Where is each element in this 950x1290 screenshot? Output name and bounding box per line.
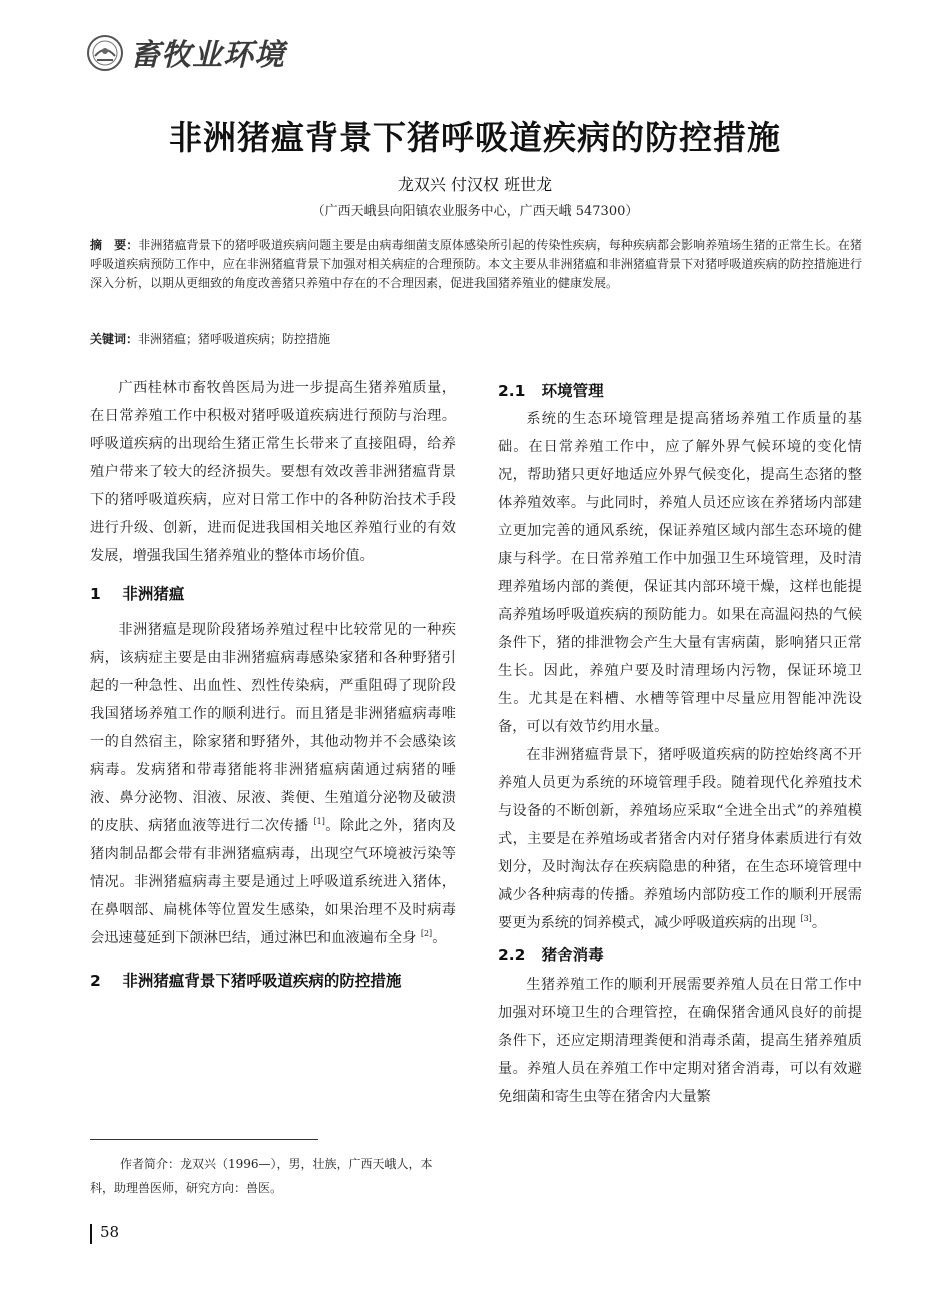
author-affiliation: （广西天峨县向阳镇农业服务中心，广西天峨 547300） [311,204,639,219]
footnote-divider [90,1139,318,1140]
keywords-label: 关键词： [90,332,139,346]
section-2-1-paragraph-2 [498,741,862,937]
left-column [90,374,456,1000]
abstract [90,236,862,293]
author-footnote: 作者简介：龙双兴（1996—），男，壮族，广西天峨人，本科，助理兽医师，研究方向：兽医。 [90,1157,433,1195]
section-2-1-heading [498,377,862,405]
section-2-number: 2 [90,972,101,990]
citation-3: [3] [800,914,812,923]
abstract-text: 非洲猪瘟背景下的猪呼吸道疾病问题主要是由病毒细菌支原体感染所引起的传染性疾病，每种疾病都会影响养殖场生猪的正常生长。在猪呼吸道疾病预防工作中，应在非洲猪瘟背景下加强对相关病症的合理预防。本文主要从非洲猪瘟和非洲猪瘟背景下对猪呼吸道疾病的防控措施进行深入分析，以期从更细致的角度改善猪只养殖中存在的不合理因素，促进我国猪养殖业的健康发展。 [90,238,862,290]
citation-2: [2] [420,929,433,938]
section-1-text-b: 。除此之外，猪肉及猪肉制品都会带有非洲猪瘟病毒，出现空气环境被污染等情况。非洲猪瘟病毒主要是通过上呼吸道系统进入猪体，在鼻咽部、扁桃体等位置发生感染，如果治理不及时病毒会迅速蔓延到下颌淋巴结，通过淋巴和血液遍布全身 [90,818,456,946]
page-number: 58 [100,1223,120,1241]
section-1-text-a: 非洲猪瘟是现阶段猪场养殖过程中比较常见的一种疾病，该病症主要是由非洲猪瘟病毒感染家猪和各种野猪引起的一种急性、出血性、烈性传染病，严重阻碍了现阶段我国猪场养殖工作的顺利进行。而且猪是非洲猪瘟病毒唯一的自然宿主，除家猪和野猪外，其他动物并不会感染该病毒。发病猪和带毒猪能将非洲猪瘟病菌通过病猪的唾液、鼻分泌物、泪液、尿液、粪便、生殖道分泌物及破溃的皮肤、病猪血液等进行二次传播 [90,622,456,834]
section-2-2-title: 猪舍消毒 [541,946,604,964]
abstract-label: 摘 要： [90,238,139,252]
section-2-2-heading [498,941,862,969]
section-2-1-text-end: 。 [811,915,827,931]
article-authors: 龙双兴 付汉权 班世龙 [397,175,553,194]
page-number-bar [90,1224,92,1244]
section-1-text-end: 。 [432,930,447,946]
section-2-2-paragraph: 生猪养殖工作的顺利开展需要养殖人员在日常工作中加强对环境卫生的合理管控，在确保猪舍通风良好的前提条件下，还应定期清理粪便和消毒杀菌，提高生猪养殖质量。养殖人员在养殖工作中定期对猪舍消毒，可以有效避免细菌和寄生虫等在猪舍内大量繁 [498,977,862,1105]
right-column [498,377,862,1111]
journal-name: 畜牧业环境 [130,38,285,73]
intro-paragraph: 广西桂林市畜牧兽医局为进一步提高生猪养殖质量，在日常养殖工作中积极对猪呼吸道疾病进行预防与治理。呼吸道疾病的出现给生猪正常生长带来了直接阻碍，给养殖户带来了较大的经济损失。要想有效改善非洲猪瘟背景下的猪呼吸道疾病，应对日常工作中的各种防治技术手段进行升级、创新，进而促进我国相关地区养殖行业的有效发展，增强我国生猪养殖业的整体市场价值。 [90,380,456,564]
section-2-1-paragraph-1: 系统的生态环境管理是提高猪场养殖工作质量的基础。在日常养殖工作中，应了解外界气候环境的变化情况，帮助猪只更好地适应外界气候变化，提高生态猪的整体养殖效率。与此同时，养殖人员还应该在养猪场内部建立更加完善的通风系统，保证养殖区域内部生态环境的健康与科学。在日常养殖工作中加强卫生环境管理，及时清理养殖场内部的粪便，保证其内部环境干燥，这样也能提高养殖场呼吸道疾病的预防能力。如果在高温闷热的气候条件下，猪的排泄物会产生大量有害病菌，影响猪只正常生长。因此，养殖户要及时清理场内污物，保证环境卫生。尤其是在料槽、水槽等管理中尽量应用智能冲洗设备，可以有效节约用水量。 [498,411,862,735]
section-2-2-number: 2.2 [498,946,526,964]
section-2-1-text: 在非洲猪瘟背景下，猪呼吸道疾病的防控始终离不开养殖人员更为系统的环境管理手段。随着现代化养殖技术与设备的不断创新，养殖场应采取“全进全出式”的养殖模式，主要是在养殖场或者猪舍内对仔猪身体素质进行有效划分，及时淘汰存在疾病隐患的种猪，在生态环境管理中减少各种病毒的传播。养殖场内部防疫工作的顺利开展需要更为系统的饲养模式，减少呼吸道疾病的出现 [498,747,862,931]
section-2-1-title: 环境管理 [541,382,604,400]
section-1-paragraph [90,616,456,952]
section-1-title: 非洲猪瘟 [122,585,185,603]
section-2-title: 非洲猪瘟背景下猪呼吸道疾病的防控措施 [122,972,402,990]
section-2-1-number: 2.1 [498,382,526,400]
keywords [90,330,862,349]
section-1-heading [90,580,456,608]
section-1-number: 1 [90,585,101,603]
citation-1: [1] [313,817,325,826]
section-2-heading [90,962,456,1000]
journal-seal-icon [86,34,124,72]
article-title: 非洲猪瘟背景下猪呼吸道疾病的防控措施 [169,118,781,157]
keywords-text: 非洲猪瘟；猪呼吸道疾病；防控措施 [138,332,331,346]
